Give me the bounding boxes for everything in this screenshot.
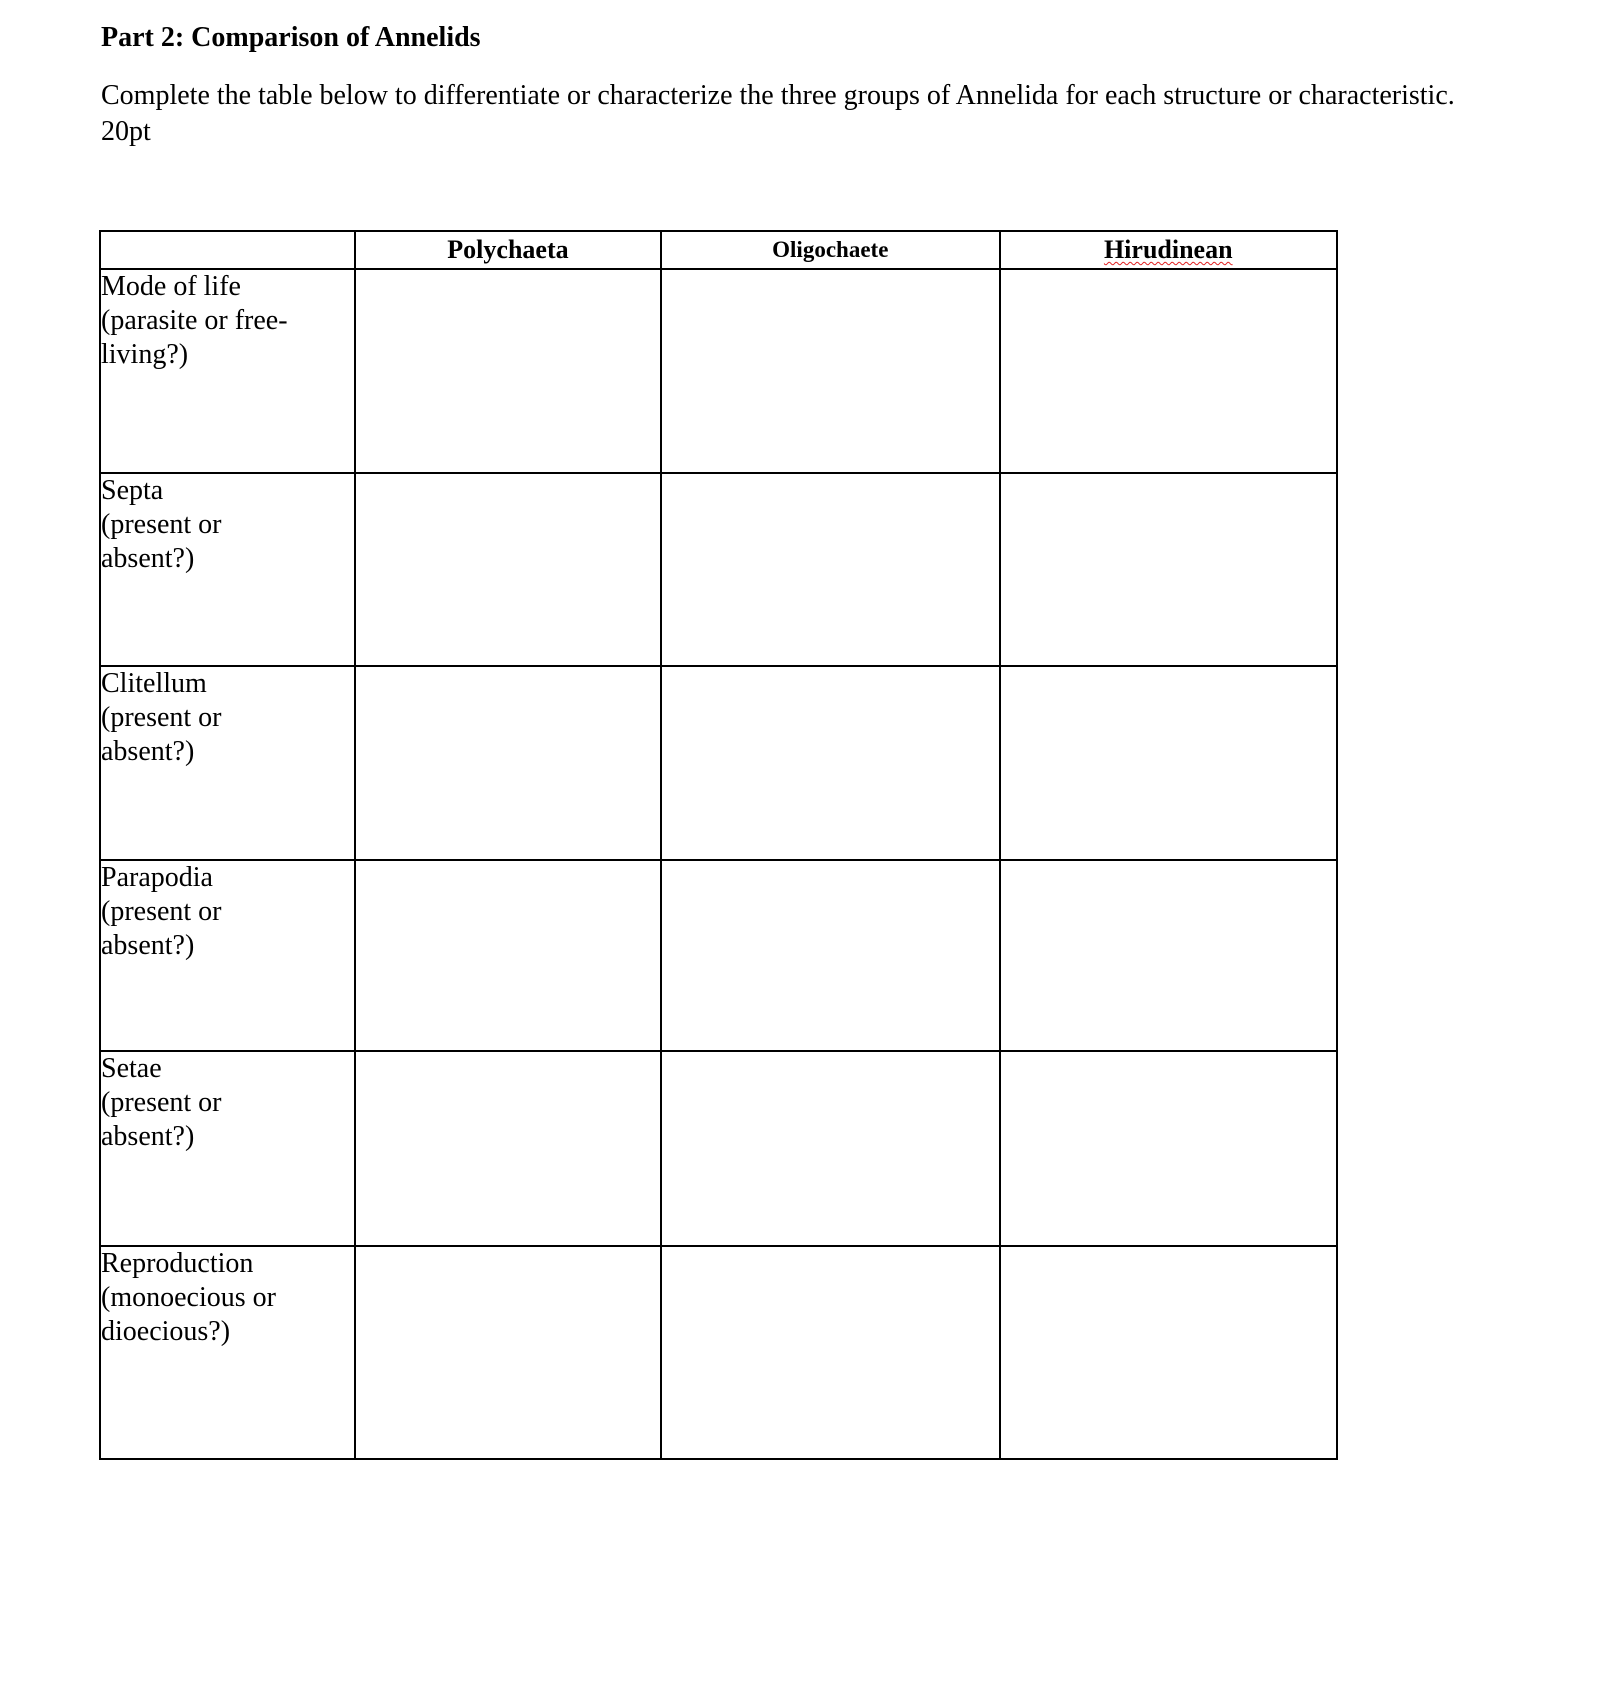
answer-cell-hirudinean[interactable] bbox=[1000, 860, 1337, 1051]
answer-cell-polychaeta[interactable] bbox=[355, 473, 661, 666]
table-row bbox=[100, 1246, 1337, 1459]
answer-cell-hirudinean[interactable] bbox=[1000, 269, 1337, 473]
label-line: Septa bbox=[101, 475, 164, 506]
label-line: absent?) bbox=[101, 930, 195, 961]
label-line: (monoecious or bbox=[101, 1282, 276, 1313]
row-label-parapodia bbox=[100, 860, 355, 1051]
label-line: absent?) bbox=[101, 736, 195, 767]
label-line: (present or bbox=[101, 896, 222, 927]
table-row bbox=[100, 473, 1337, 666]
answer-cell-polychaeta[interactable] bbox=[355, 1246, 661, 1459]
label-line: dioecious?) bbox=[101, 1316, 231, 1347]
worksheet-heading: Part 2: Comparison of Annelids bbox=[101, 22, 481, 53]
label-line: Parapodia bbox=[101, 862, 213, 893]
header-cell-blank bbox=[100, 231, 355, 269]
instructions-line: Complete the table below to differentiate or characterize the three groups of Annelida for each structure or characteristic. bbox=[101, 80, 1455, 111]
answer-cell-oligochaete[interactable] bbox=[661, 1051, 999, 1246]
label-line: Mode of life bbox=[101, 271, 241, 302]
label-line: absent?) bbox=[101, 1121, 195, 1152]
label-line: absent?) bbox=[101, 543, 195, 574]
answer-cell-hirudinean[interactable] bbox=[1000, 1246, 1337, 1459]
row-label-septa bbox=[100, 473, 355, 666]
table-row bbox=[100, 1051, 1337, 1246]
table-header-row bbox=[100, 231, 1337, 269]
label-line: (parasite or free- bbox=[101, 305, 288, 336]
row-label-reproduction bbox=[100, 1246, 355, 1459]
points-value: 20pt bbox=[101, 116, 151, 147]
label-line: Setae bbox=[101, 1053, 162, 1084]
table-row bbox=[100, 860, 1337, 1051]
label-line: living?) bbox=[101, 339, 189, 370]
table-row bbox=[100, 666, 1337, 860]
answer-cell-polychaeta[interactable] bbox=[355, 666, 661, 860]
row-label-setae bbox=[100, 1051, 355, 1246]
answer-cell-polychaeta[interactable] bbox=[355, 1051, 661, 1246]
answer-cell-hirudinean[interactable] bbox=[1000, 1051, 1337, 1246]
label-line: (present or bbox=[101, 509, 222, 540]
answer-cell-polychaeta[interactable] bbox=[355, 860, 661, 1051]
label-line: Clitellum bbox=[101, 668, 207, 699]
label-line: (present or bbox=[101, 702, 222, 733]
row-label-clitellum bbox=[100, 666, 355, 860]
answer-cell-oligochaete[interactable] bbox=[661, 1246, 999, 1459]
row-label-mode-of-life bbox=[100, 269, 355, 473]
answer-cell-oligochaete[interactable] bbox=[661, 666, 999, 860]
answer-cell-hirudinean[interactable] bbox=[1000, 666, 1337, 860]
table-row bbox=[100, 269, 1337, 473]
spellcheck-underlined-word[interactable]: Hirudinean bbox=[1103, 235, 1233, 264]
answer-cell-polychaeta[interactable] bbox=[355, 269, 661, 473]
label-line: (present or bbox=[101, 1087, 222, 1118]
header-oligochaete: Oligochaete bbox=[661, 231, 999, 269]
answer-cell-oligochaete[interactable] bbox=[661, 473, 999, 666]
header-hirudinean bbox=[1000, 231, 1337, 269]
annelid-comparison-table bbox=[99, 230, 1338, 1460]
answer-cell-oligochaete[interactable] bbox=[661, 860, 999, 1051]
header-polychaeta: Polychaeta bbox=[355, 231, 661, 269]
instructions-text bbox=[101, 78, 1601, 150]
answer-cell-hirudinean[interactable] bbox=[1000, 473, 1337, 666]
label-line: Reproduction bbox=[101, 1248, 254, 1279]
answer-cell-oligochaete[interactable] bbox=[661, 269, 999, 473]
